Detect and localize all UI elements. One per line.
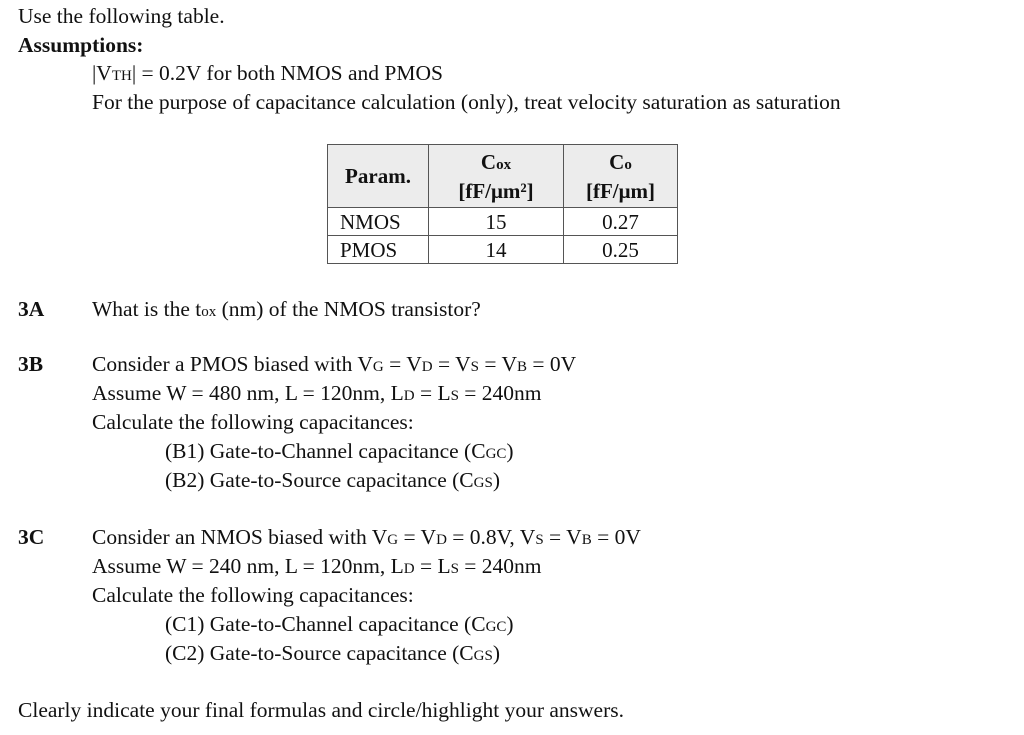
text-segment: = 0V bbox=[527, 352, 577, 376]
subscript: GS bbox=[473, 475, 493, 491]
question-3c-label: 3C bbox=[18, 525, 45, 549]
text-segment: | = 0.2V for both NMOS and PMOS bbox=[131, 61, 443, 85]
row-cox: 15 bbox=[429, 208, 564, 236]
text-segment: (C1) Gate-to-Channel capacitance (C bbox=[165, 612, 486, 636]
table-row bbox=[328, 208, 678, 236]
intro-text: Use the following table. bbox=[18, 4, 225, 28]
header-cox-unit: [fF/μm²] bbox=[458, 178, 534, 203]
header-cox-symbol: C bbox=[480, 149, 497, 174]
text-segment: Consider an NMOS biased with V bbox=[92, 525, 388, 549]
text-segment: (nm) of the NMOS transistor? bbox=[216, 297, 481, 321]
question-3c-item-c1 bbox=[165, 611, 514, 640]
text-segment: ) bbox=[506, 439, 514, 463]
assumption-vth bbox=[92, 60, 443, 89]
text-segment: ) bbox=[492, 641, 500, 665]
row-cox: 14 bbox=[429, 236, 564, 264]
row-co: 0.25 bbox=[564, 236, 678, 264]
text-segment: = 240nm bbox=[458, 381, 542, 405]
row-co: 0.27 bbox=[564, 208, 678, 236]
text-segment: For the purpose of capacitance calculation (only), treat velocity saturation as saturation bbox=[92, 90, 841, 114]
question-3a-text bbox=[92, 296, 481, 325]
closing-instruction: Clearly indicate your final formulas and circle/highlight your answers. bbox=[18, 698, 624, 722]
subscript: ox bbox=[201, 304, 217, 320]
assumptions-heading: Assumptions: bbox=[18, 33, 144, 57]
text-segment: |V bbox=[92, 61, 112, 85]
question-3c-bias bbox=[92, 524, 641, 553]
text-segment: = V bbox=[398, 525, 437, 549]
subscript: S bbox=[535, 532, 544, 548]
subscript: S bbox=[470, 359, 479, 375]
question-3b-item-b1 bbox=[165, 438, 514, 467]
header-co-subscript: o bbox=[624, 156, 632, 173]
header-cox-subscript: ox bbox=[496, 156, 512, 173]
text-segment: = L bbox=[414, 554, 451, 578]
text-segment: (B2) Gate-to-Source capacitance (C bbox=[165, 468, 474, 492]
question-3a-label: 3A bbox=[18, 297, 45, 321]
subscript: GS bbox=[473, 648, 493, 664]
text-segment: = V bbox=[432, 352, 471, 376]
subscript: S bbox=[450, 388, 459, 404]
parameter-table bbox=[327, 144, 678, 264]
text-segment: What is the t bbox=[92, 297, 202, 321]
text-segment: ) bbox=[506, 612, 514, 636]
subscript: G bbox=[372, 359, 384, 375]
text-segment: = V bbox=[543, 525, 582, 549]
text-segment: Calculate the following capacitances: bbox=[92, 583, 414, 607]
subscript: D bbox=[403, 388, 415, 404]
text-segment: = V bbox=[383, 352, 422, 376]
subscript: G bbox=[387, 532, 399, 548]
question-3c-item-c2 bbox=[165, 640, 500, 669]
text-segment: (C2) Gate-to-Source capacitance (C bbox=[165, 641, 474, 665]
header-param: Param. bbox=[328, 145, 429, 208]
text-segment: = L bbox=[414, 381, 451, 405]
question-3c-dimensions bbox=[92, 553, 542, 582]
subscript: D bbox=[421, 359, 433, 375]
question-3b-bias bbox=[92, 351, 576, 380]
subscript: GC bbox=[485, 619, 507, 635]
text-segment: = V bbox=[478, 352, 517, 376]
subscript: B bbox=[581, 532, 592, 548]
subscript: GC bbox=[485, 446, 507, 462]
subscript: B bbox=[516, 359, 527, 375]
subscript: D bbox=[403, 561, 415, 577]
text-segment: = 0V bbox=[591, 525, 641, 549]
text-segment: (B1) Gate-to-Channel capacitance (C bbox=[165, 439, 486, 463]
subscript: S bbox=[450, 561, 459, 577]
table-row bbox=[328, 236, 678, 264]
text-segment: Consider a PMOS biased with V bbox=[92, 352, 373, 376]
subscript: D bbox=[436, 532, 447, 548]
header-cox bbox=[429, 145, 564, 208]
text-segment: ) bbox=[492, 468, 500, 492]
row-param: PMOS bbox=[328, 236, 429, 264]
header-co bbox=[564, 145, 678, 208]
row-param: NMOS bbox=[328, 208, 429, 236]
table-header-row bbox=[328, 145, 678, 208]
header-co-symbol: C bbox=[609, 149, 625, 174]
subscript: TH bbox=[111, 68, 132, 84]
question-3b-item-b2 bbox=[165, 467, 500, 496]
question-3c-instruction bbox=[92, 582, 414, 608]
text-segment: Assume W = 480 nm, L = 120nm, L bbox=[92, 381, 404, 405]
question-3b-label: 3B bbox=[18, 352, 44, 376]
text-segment: Calculate the following capacitances: bbox=[92, 410, 414, 434]
text-segment: = 0.8V, V bbox=[446, 525, 536, 549]
header-co-unit: [fF/μm] bbox=[585, 178, 656, 203]
question-3b-instruction bbox=[92, 409, 414, 435]
assumption-velocity-saturation bbox=[92, 89, 841, 115]
text-segment: Assume W = 240 nm, L = 120nm, L bbox=[92, 554, 404, 578]
text-segment: = 240nm bbox=[458, 554, 542, 578]
question-3b-dimensions bbox=[92, 380, 542, 409]
